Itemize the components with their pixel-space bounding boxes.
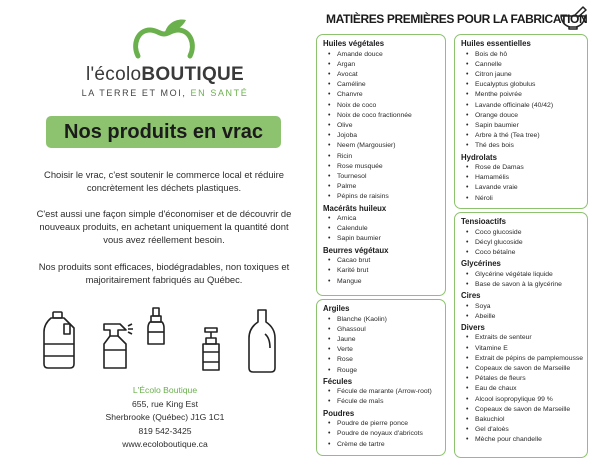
list-item: • Jaune — [323, 335, 439, 345]
spray-bottle-icon — [98, 320, 138, 372]
store-phone: 819 542-3425 — [138, 425, 192, 436]
list-item: • Hamamélis — [461, 173, 581, 183]
list-item: • Jojoba — [323, 131, 439, 141]
list-item: • Caméline — [323, 80, 439, 90]
list-item: • Ghassoul — [323, 325, 439, 335]
category-title: Glycérines — [461, 259, 501, 269]
category-list — [323, 387, 439, 407]
list-item: • Poudre de pierre ponce — [323, 419, 439, 429]
contact-block — [60, 384, 270, 452]
category-title: Poudres — [323, 408, 355, 418]
category-title: Macérâts huileux — [323, 203, 387, 213]
list-item: • Alcool isopropylique 99 % — [461, 395, 581, 405]
list-item: • Sapin baumier — [323, 234, 439, 244]
list-item: • Arbre à thé (Tea tree) — [461, 131, 581, 141]
list-item: • Amande douce — [323, 50, 439, 60]
list-item: • Crème de tartre — [323, 440, 439, 450]
list-item: • Extraits de senteur — [461, 333, 581, 343]
category-title: Huiles végétales — [323, 39, 385, 48]
list-item: • Avocat — [323, 70, 439, 80]
list-item: • Vitamine E — [461, 344, 581, 354]
list-item: • Cacao brut — [323, 256, 439, 266]
list-item: • Bakuchiol — [461, 415, 581, 425]
list-item: • Sapin baumier — [461, 121, 581, 131]
list-item: • Eucalyptus globulus — [461, 80, 581, 90]
list-item: • Lavande vraie — [461, 183, 581, 193]
list-item: • Karité brut — [323, 266, 439, 276]
intro-paragraph-2: C'est aussi une façon simple d'économiser et de découvrir de nouveaux produits, en achetant uniquement la quantité dont vous avez réellement besoin. — [36, 208, 292, 245]
list-item: • Fécule de maïs — [323, 397, 439, 407]
list-item: • Abeille — [461, 312, 581, 322]
jug-icon — [40, 310, 82, 370]
materials-box-1 — [316, 34, 446, 296]
list-item: • Chanvre — [323, 90, 439, 100]
materials-box-2 — [316, 299, 446, 456]
list-item: • Cannelle — [461, 60, 581, 70]
mortar-pestle-icon — [558, 6, 588, 30]
list-item: • Calendule — [323, 224, 439, 234]
list-item: • Copeaux de savon de Marseille — [461, 364, 581, 374]
list-item: • Gel d'aloès — [461, 425, 581, 435]
list-item: • Noix de coco — [323, 101, 439, 111]
container-icons — [40, 306, 290, 376]
list-item: • Eau de chaux — [461, 384, 581, 394]
category-list — [461, 270, 581, 290]
list-item: • Fécule de marante (Arrow-root) — [323, 387, 439, 397]
category-title: Beurres végétaux — [323, 245, 389, 255]
list-item: • Citron jaune — [461, 70, 581, 80]
list-item: • Verte — [323, 345, 439, 355]
intro-paragraph-1: Choisir le vrac, c'est soutenir le commerce local et réduire concrètement les déchets plastiques. — [44, 169, 284, 193]
store-address: 655, rue King Est — [132, 398, 198, 409]
category-list — [323, 50, 439, 203]
store-name: L'Écolo Boutique — [132, 385, 198, 395]
store-city: Sherbrooke (Québec) J1G 1C1 — [105, 412, 225, 422]
category-list — [461, 228, 581, 259]
list-item: • Argan — [323, 60, 439, 70]
category-list — [323, 419, 439, 450]
category-title: Divers — [461, 322, 485, 332]
list-item: • Tournesol — [323, 172, 439, 182]
list-item: • Pétales de fleurs — [461, 374, 581, 384]
category-title: Fécules — [323, 376, 353, 386]
pump-bottle-icon — [197, 326, 223, 374]
list-item: • Rose musquée — [323, 162, 439, 172]
category-list — [323, 315, 439, 376]
list-item: • Rose de Damas — [461, 163, 581, 173]
raw-materials-title: MATIÈRES PREMIÈRES POUR LA FABRICATION — [326, 12, 588, 26]
category-list — [461, 333, 584, 445]
list-item: • Poudre de noyaux d'abricots — [323, 429, 439, 439]
store-website[interactable]: www.ecoloboutique.ca — [122, 439, 208, 449]
list-item: • Rose — [323, 355, 439, 365]
category-title: Tensioactifs — [461, 217, 506, 226]
category-title: Cires — [461, 291, 481, 301]
materials-box-4 — [454, 212, 588, 458]
category-list — [323, 214, 439, 245]
dropper-bottle-icon — [145, 306, 167, 348]
logo — [80, 18, 250, 98]
list-item: • Rouge — [323, 366, 439, 376]
brand-wordmark: l'écoloBOUTIQUE — [85, 64, 245, 85]
tagline: LA TERRE ET MOI, EN SANTÉ — [81, 88, 249, 98]
category-list — [461, 50, 581, 152]
list-item: • Menthe poivrée — [461, 90, 581, 100]
category-title: Huiles essentielles — [461, 39, 531, 48]
list-item: • Orange douce — [461, 111, 581, 121]
list-item: • Extrait de pépins de pamplemousse — [461, 354, 581, 364]
category-list — [323, 256, 439, 287]
list-item: • Noix de coco fractionnée — [323, 111, 439, 121]
list-item: • Pépins de raisins — [323, 192, 439, 202]
category-title: Argiles — [323, 304, 350, 313]
list-item: • Copeaux de savon de Marseille — [461, 405, 581, 415]
bulk-products-title: Nos produits en vrac — [46, 116, 281, 148]
list-item: • Palme — [323, 182, 439, 192]
list-item: • Décyl glucoside — [461, 238, 581, 248]
list-item: • Glycérine végétale liquide — [461, 270, 581, 280]
list-item: • Coco bétaïne — [461, 248, 581, 258]
list-item: • Néroli — [461, 194, 581, 204]
list-item: • Thé des bois — [461, 141, 581, 151]
list-item: • Blanche (Kaolin) — [323, 315, 439, 325]
list-item: • Neem (Margousier) — [323, 141, 439, 151]
category-title: Hydrolats — [461, 152, 497, 162]
list-item: • Soya — [461, 302, 581, 312]
list-item: • Ricin — [323, 152, 439, 162]
intro-paragraph-3: Nos produits sont efficaces, biodégradables, non toxiques et majoritairement fabriqués au Québec. — [38, 261, 290, 285]
list-item: • Olive — [323, 121, 439, 131]
glass-bottle-icon — [245, 308, 279, 374]
list-item: • Base de savon à la glycérine — [461, 280, 581, 290]
category-list — [461, 163, 581, 204]
apple-logo-icon — [128, 18, 202, 66]
list-item: • Lavande officinale (40/42) — [461, 101, 581, 111]
materials-box-3 — [454, 34, 588, 209]
list-item: • Bois de hô — [461, 50, 581, 60]
list-item: • Mangue — [323, 277, 439, 287]
list-item: • Mèche pour chandelle — [461, 435, 581, 445]
category-list — [461, 302, 581, 322]
list-item: • Coco glucoside — [461, 228, 581, 238]
list-item: • Arnica — [323, 214, 439, 224]
